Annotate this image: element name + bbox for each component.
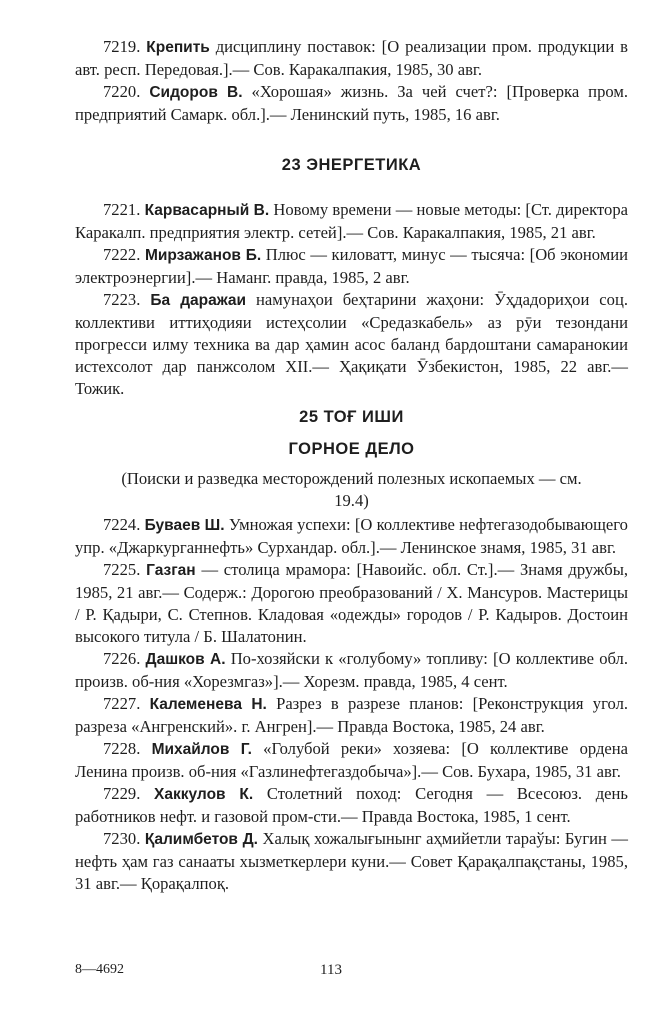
entry-text: — столица мрамора: [Навоийс. обл. Ст.].— Знамя дружбы, 1985, 21 авг.— Содерж.: Дорогою преобразований / Х. Мансуров. Мастерицы / Р. Қадыри, С. Степнов. Кладовая «одежды» городов / Р. Кадыров. Достоин высокого титула / Б. Шалатонин. — [75, 560, 628, 646]
bibliography-entry — [75, 244, 628, 289]
section-heading-energy: 23 ЭНЕРГЕТИКА — [281, 156, 422, 174]
page-number: 113 — [320, 962, 342, 978]
entry-author: Калеменева Н. — [149, 696, 267, 713]
entry-text: «Хорошая» жизнь. За чей счет?: [Проверка пром. предприятий Самарк. обл.].— Ленинский путь, 1985, 16 авг. — [75, 82, 628, 124]
entry-number: 7227. — [103, 694, 141, 713]
entry-text: Разрез в разрезе планов: [Реконструкция угол. разреза «Ангренский». г. Ангрен].— Правда Востока, 1985, 24 авг. — [75, 694, 628, 736]
entry-author: Михайлов Г. — [151, 741, 252, 758]
entry-text: Новому времени — новые методы: [Ст. директора Каракалп. предприятия электр. сетей].— Сов. Каракалпакия, 1985, 21 авг. — [75, 200, 628, 242]
bibliography-entry — [75, 81, 628, 126]
entry-text: Плюс — киловатт, минус — тысяча: [Об экономии электроэнергии].— Наманг. правда, 1985, 2 авг. — [75, 245, 628, 287]
entry-text: дисциплину поставок: [О реализации пром. продукции в авт. респ. Передовая.].— Сов. Каракалпакия, 1985, 30 авг. — [75, 37, 629, 79]
entry-number: 7226. — [103, 649, 141, 668]
entry-author: Ба даражаи — [150, 292, 247, 309]
entry-text: Столетний поход: Сегодня — Всесоюз. день работников нефт. и газовой пром-сти.— Правда Востока, 1985, 1 сент. — [75, 784, 628, 826]
entry-number: 7229. — [103, 784, 141, 803]
bibliography-entry — [75, 199, 628, 244]
entry-author: Сидоров В. — [149, 84, 243, 101]
entries-energy — [75, 199, 628, 400]
entry-text: Халық хожалығынынг аҳмийетли тараўы: Бугин — нефть ҳам газ санааты хызметкерлери куни.— Совет Қарақалпақстаны, 1985, 31 авг.— Қорақалпоқ. — [75, 829, 628, 893]
entry-text: намунаҳои беҳтарини жаҳони: Ӯҳдадориҳои соц. коллективи иттиҳодияи истеҳсолии «Средазкабель» аз рӯи тезондани прогресси илму техника ва дар ҳамин асос баланд бардоштани самаранокии истехсолот дар панжсолом XII.— Ҳақиқати Ӯзбекистон, 1985, 22 авг.— Тожик. — [75, 290, 628, 398]
entry-author: Буваев Ш. — [144, 517, 225, 534]
entry-text: По-хозяйски к «голубому» топливу: [О коллективе обл. произв. об-ния «Хорезмгаз»].— Хорезм. правда, 1985, 4 сент. — [75, 649, 628, 691]
bibliography-entry — [75, 828, 628, 895]
entry-text: «Голубой реки» хозяева: [О коллективе ордена Ленина произв. об-ния «Газлинефтегаздобыча»].— Сов. Бухара, 1985, 31 авг. — [75, 739, 628, 781]
section-subheading-mining: ГОРНОЕ ДЕЛО — [288, 440, 415, 458]
printer-signature: 8—4692 — [75, 962, 124, 977]
entry-number: 7225. — [103, 560, 141, 579]
entry-author: Қалимбетов Д. — [144, 831, 258, 848]
section-note: (Поиски и разведка месторождений полезных ископаемых — см. 19.4) — [121, 469, 582, 510]
bibliography-entry — [75, 693, 628, 738]
entry-number: 7220. — [103, 82, 141, 101]
bibliography-entry — [75, 559, 628, 648]
entry-author: Газган — [146, 562, 196, 579]
entry-number: 7223. — [103, 290, 141, 309]
entry-author: Крепить — [146, 39, 210, 56]
entry-number: 7228. — [103, 739, 141, 758]
entry-number: 7221. — [103, 200, 141, 219]
bibliography-entry — [75, 514, 628, 559]
entry-number: 7222. — [103, 245, 141, 264]
bibliography-entry — [75, 783, 628, 828]
bibliography-entry — [75, 648, 628, 693]
entry-number: 7224. — [103, 515, 141, 534]
entry-author: Карвасарный В. — [144, 202, 270, 219]
entry-author: Дашков А. — [145, 651, 226, 668]
entry-number: 7230. — [103, 829, 141, 848]
entry-author: Мирзажанов Б. — [144, 247, 262, 264]
section-heading-mining: 25 ТОҒ ИШИ — [299, 408, 404, 426]
bibliography-entry — [75, 36, 628, 81]
entry-author: Хаккулов К. — [154, 786, 254, 803]
entry-number: 7219. — [103, 37, 141, 56]
bibliography-entry — [75, 289, 628, 400]
entries-top — [75, 36, 628, 126]
entry-text: Умножая успехи: [О коллективе нефтегазодобывающего упр. «Джаркурганнефть» Сурхандар. обл.].— Ленинское знамя, 1985, 31 авг. — [75, 515, 628, 557]
bibliography-entry — [75, 738, 628, 783]
entries-mining — [75, 514, 628, 895]
